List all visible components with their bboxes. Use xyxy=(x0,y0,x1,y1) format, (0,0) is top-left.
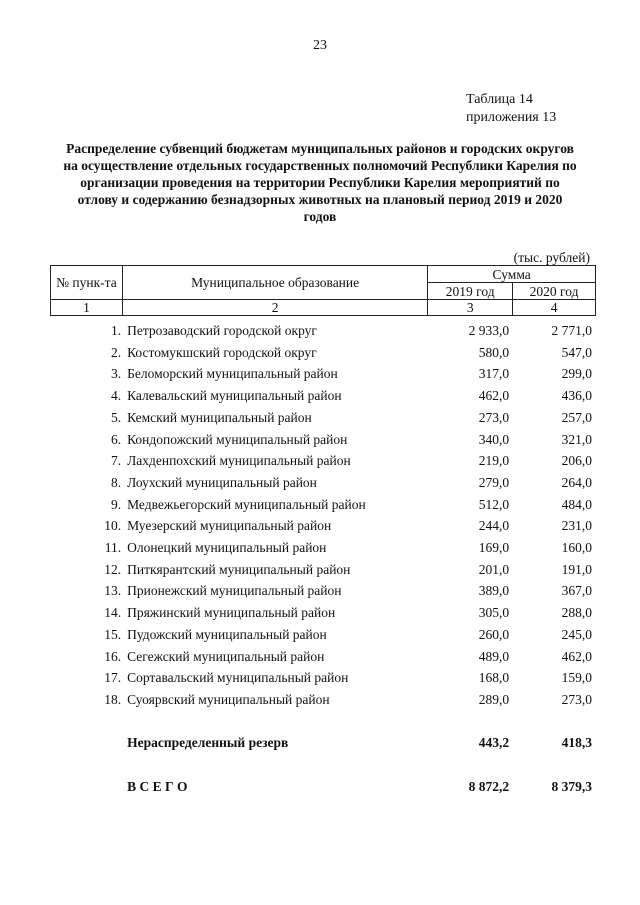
municipality-name: Костомукшский городской округ xyxy=(127,344,317,360)
value-2020: 160,0 xyxy=(561,540,592,556)
municipality-name: Кондопожский муниципальный район xyxy=(127,431,348,447)
value-2019: 260,0 xyxy=(478,626,510,642)
row-number xyxy=(50,624,121,646)
empty-cell xyxy=(50,776,121,798)
municipality-name: Беломорский муниципальный район xyxy=(127,366,338,382)
value-2019: 289,0 xyxy=(478,691,510,707)
page-number: 23 xyxy=(313,38,327,53)
row-number xyxy=(50,385,121,407)
value-2019: 580,0 xyxy=(478,344,510,360)
value-2020: 159,0 xyxy=(561,670,592,686)
municipality-name: Пудожский муниципальный район xyxy=(127,626,327,642)
municipality-name: Сегежский муниципальный район xyxy=(127,648,325,664)
spacer-cell xyxy=(425,754,513,776)
value-2020: 231,0 xyxy=(561,518,592,534)
units-label: (тыс. рублей) xyxy=(513,250,590,265)
row-number-text: 3. xyxy=(110,366,122,382)
row-number-text: 7. xyxy=(110,453,122,469)
spacer-row xyxy=(50,711,596,733)
row-number-text: 5. xyxy=(110,409,122,425)
table-row xyxy=(50,385,596,407)
municipality-name: Олонецкий муниципальный район xyxy=(127,540,327,556)
spacer-cell xyxy=(50,754,121,776)
table-row xyxy=(50,646,596,668)
value-2020: 288,0 xyxy=(561,605,592,621)
row-number xyxy=(50,602,121,624)
row-number xyxy=(50,515,121,537)
row-number xyxy=(50,472,121,494)
row-number-text: 17. xyxy=(104,670,122,686)
value-2019: 279,0 xyxy=(478,474,510,490)
value-2019: 201,0 xyxy=(478,561,510,577)
spacer-cell xyxy=(425,711,513,733)
header-name-col: Муниципальное образование xyxy=(122,266,427,300)
table-number: Таблица 14 xyxy=(466,92,533,107)
value-2019: 169,0 xyxy=(478,540,510,556)
row-number-text: 10. xyxy=(104,518,122,534)
municipality-name: Лахденпохский муниципальный район xyxy=(127,453,351,469)
value-2019: 389,0 xyxy=(478,583,510,599)
table-row xyxy=(50,472,596,494)
row-number xyxy=(50,450,121,472)
value-2020: 206,0 xyxy=(561,453,592,469)
value-2020: 264,0 xyxy=(561,474,592,490)
spacer-cell xyxy=(513,711,596,733)
value-2020: 462,0 xyxy=(561,648,592,664)
row-number xyxy=(50,429,121,451)
reserve-row-label: Нераспределенный резерв xyxy=(127,735,289,751)
header-num-col xyxy=(51,266,123,300)
row-number-text: 14. xyxy=(104,605,122,621)
row-number-text: 8. xyxy=(110,474,122,490)
table-row xyxy=(50,450,596,472)
header-index-2: 2 xyxy=(122,300,427,316)
municipality-name: Кемский муниципальный район xyxy=(127,409,312,425)
header-year-2020: 2020 год xyxy=(513,283,596,300)
spacer-cell xyxy=(50,711,121,733)
total-row-label: В С Е Г О xyxy=(127,778,188,794)
table-header xyxy=(50,265,596,316)
table-row xyxy=(50,342,596,364)
municipality-name: Медвежьегорский муниципальный район xyxy=(127,496,366,512)
table-row xyxy=(50,429,596,451)
value-2020: 191,0 xyxy=(561,561,592,577)
value-2020: 273,0 xyxy=(561,691,592,707)
value-2020: 2 771,0 xyxy=(551,323,592,338)
data-table xyxy=(50,320,596,797)
reserve-row-2019: 443,2 xyxy=(478,735,510,751)
table-row xyxy=(50,624,596,646)
municipality-name: Пряжинский муниципальный район xyxy=(127,605,336,621)
municipality-name: Сортавальский муниципальный район xyxy=(127,670,349,686)
value-2019: 2 933,0 xyxy=(468,323,510,338)
row-number-text: 2. xyxy=(110,344,122,360)
value-2019: 305,0 xyxy=(478,605,510,621)
row-number xyxy=(50,559,121,581)
table-body xyxy=(50,320,596,797)
header-sum-col: Сумма xyxy=(428,266,596,283)
spacer-row xyxy=(50,754,596,776)
row-number-text: 15. xyxy=(104,626,122,642)
value-2020: 257,0 xyxy=(561,409,592,425)
total-row xyxy=(50,776,596,798)
value-2019: 489,0 xyxy=(478,648,510,664)
row-number xyxy=(50,667,121,689)
municipality-name: Суоярвский муниципальный район xyxy=(127,691,330,707)
row-number-text: 11. xyxy=(104,540,122,556)
row-number-text: 9. xyxy=(110,496,122,512)
value-2020: 484,0 xyxy=(561,496,592,512)
table-reference xyxy=(466,91,556,127)
total-row-2019: 8 872,2 xyxy=(468,778,510,794)
row-number-text: 16. xyxy=(104,648,122,664)
header-index-4: 4 xyxy=(513,300,596,316)
row-number-text: 6. xyxy=(110,431,122,447)
row-number xyxy=(50,320,121,342)
row-number-text: 12. xyxy=(104,561,122,577)
value-2020: 367,0 xyxy=(561,583,592,599)
spacer-cell xyxy=(121,711,425,733)
municipality-name: Лоухский муниципальный район xyxy=(127,474,317,490)
table-row xyxy=(50,320,596,342)
municipality-name: Калевальский муниципальный район xyxy=(127,388,342,404)
value-2019: 317,0 xyxy=(478,366,510,382)
municipality-name: Петрозаводский городской округ xyxy=(127,323,317,338)
reserve-row-2020: 418,3 xyxy=(561,735,592,751)
table-row xyxy=(50,407,596,429)
row-number-text: 1. xyxy=(110,323,122,338)
value-2020: 547,0 xyxy=(561,344,592,360)
value-2020: 321,0 xyxy=(561,431,592,447)
header-year-2019: 2019 год xyxy=(428,283,513,300)
total-row-2020: 8 379,3 xyxy=(551,778,592,794)
value-2019: 168,0 xyxy=(478,670,510,686)
value-2019: 219,0 xyxy=(478,453,510,469)
value-2020: 245,0 xyxy=(561,626,592,642)
table-row xyxy=(50,494,596,516)
row-number xyxy=(50,689,121,711)
row-number xyxy=(50,537,121,559)
row-number xyxy=(50,580,121,602)
spacer-cell xyxy=(121,754,425,776)
row-number xyxy=(50,407,121,429)
header-num-text: № пунк-та xyxy=(56,275,117,290)
header-index-1: 1 xyxy=(51,300,123,316)
table-row xyxy=(50,667,596,689)
table-row xyxy=(50,537,596,559)
value-2019: 512,0 xyxy=(478,496,510,512)
municipality-name: Прионежский муниципальный район xyxy=(127,583,342,599)
table-row xyxy=(50,515,596,537)
row-number xyxy=(50,342,121,364)
municipality-name: Питкярантский муниципальный район xyxy=(127,561,351,577)
table-row xyxy=(50,363,596,385)
reserve-row xyxy=(50,732,596,754)
table-row xyxy=(50,559,596,581)
spacer-cell xyxy=(513,754,596,776)
empty-cell xyxy=(50,732,121,754)
row-number xyxy=(50,494,121,516)
value-2019: 273,0 xyxy=(478,409,510,425)
header-index-3: 3 xyxy=(428,300,513,316)
row-number xyxy=(50,363,121,385)
row-number-text: 18. xyxy=(104,691,122,707)
value-2019: 462,0 xyxy=(478,388,510,404)
appendix-number: приложения 13 xyxy=(466,110,557,125)
document-title: Распределение субвенций бюджетам муниципальных районов и городских округов на осуществление отдельных государственных полномочий Республики Карелия по организации проведения на территории Республики Карелия мероприятий по отлову и содержанию безнадзорных животных на плановый период 2019 и 2020 годов xyxy=(63,141,577,224)
value-2019: 244,0 xyxy=(478,518,510,534)
table-row xyxy=(50,580,596,602)
row-number-text: 4. xyxy=(110,388,122,404)
municipality-name: Муезерский муниципальный район xyxy=(127,518,332,534)
table-row xyxy=(50,689,596,711)
row-number xyxy=(50,646,121,668)
value-2020: 299,0 xyxy=(561,366,592,382)
table-row xyxy=(50,602,596,624)
value-2020: 436,0 xyxy=(561,388,592,404)
value-2019: 340,0 xyxy=(478,431,510,447)
row-number-text: 13. xyxy=(104,583,122,599)
